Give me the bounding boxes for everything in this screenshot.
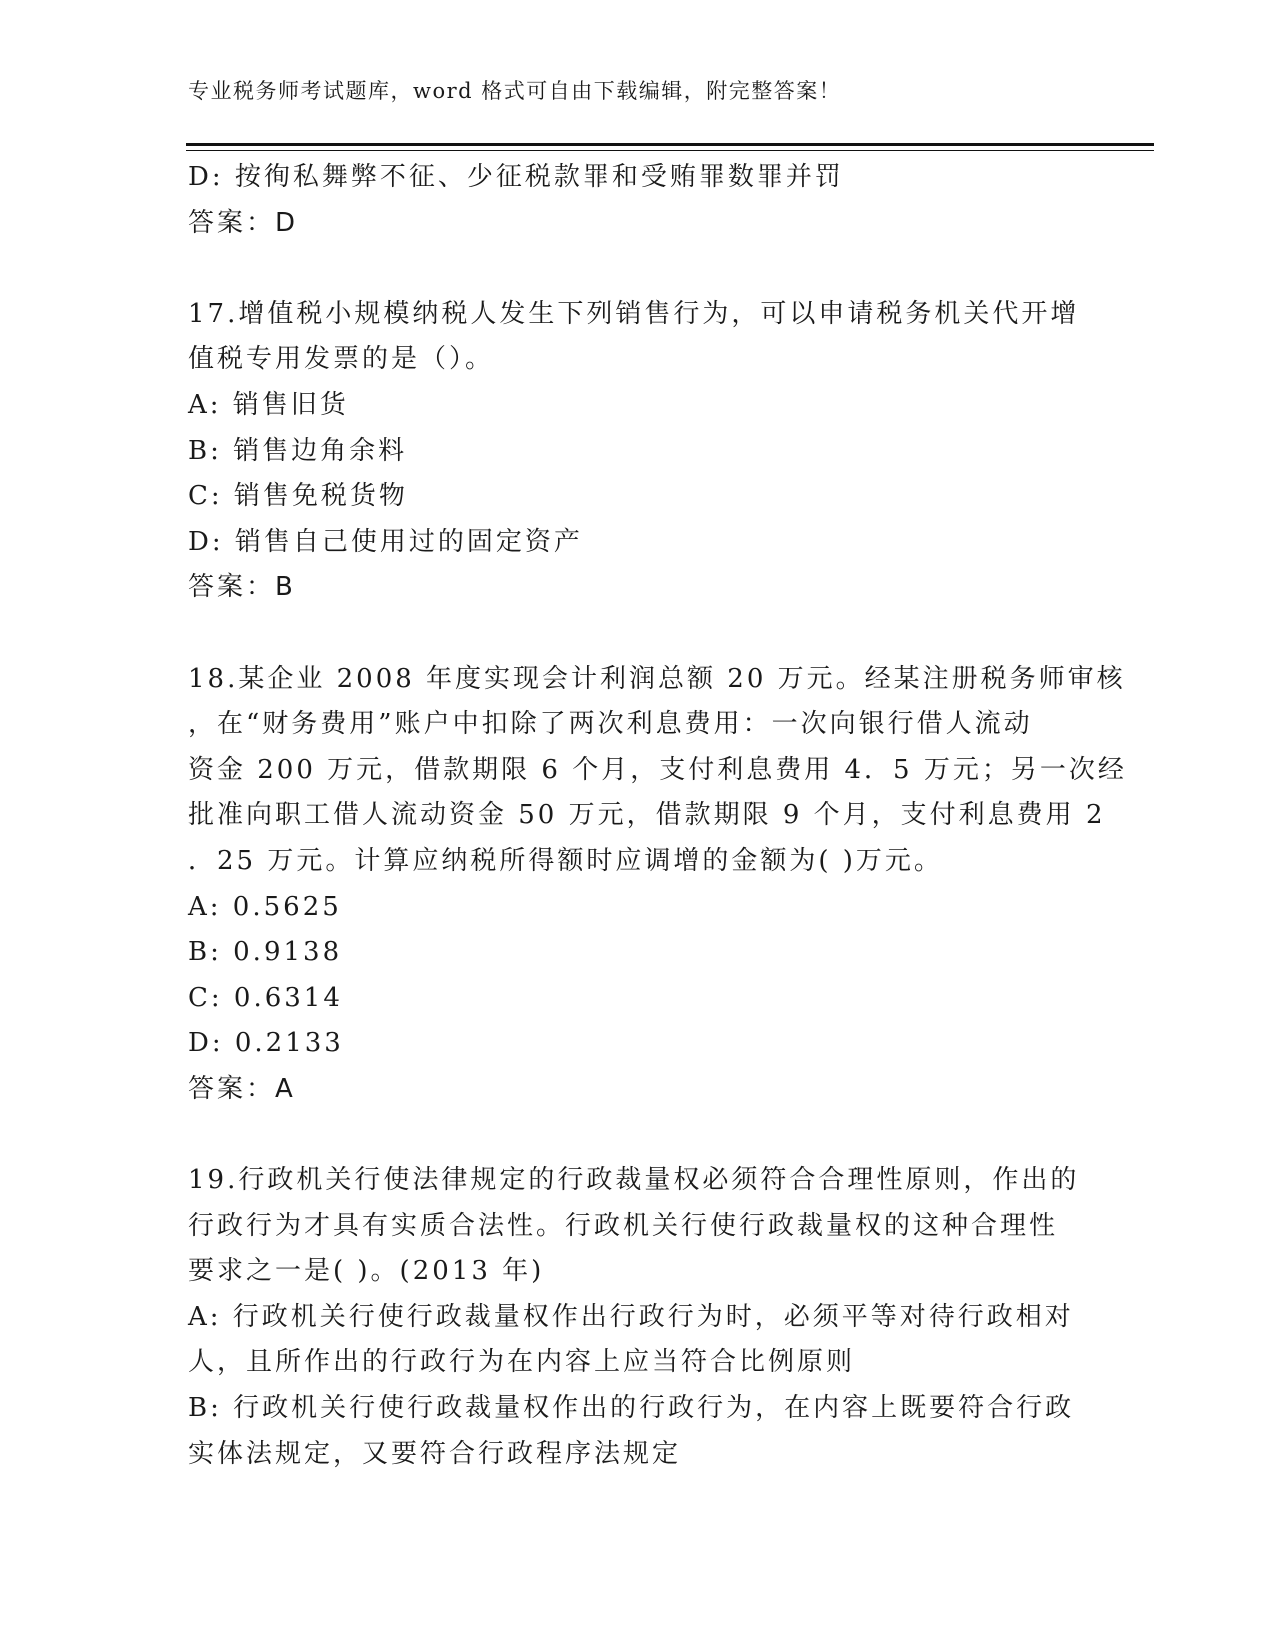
answer: 答案：D <box>188 207 299 238</box>
question-18 <box>188 657 1127 1113</box>
option-d: D: 0.2133 <box>188 1028 344 1059</box>
question-stem-line: 批准向职工借人流动资金 50 万元，借款期限 9 个月，支付利息费用 2 <box>188 800 1106 831</box>
question-17 <box>188 292 1078 611</box>
question-list <box>188 155 1127 1477</box>
page-header: 专业税务师考试题库，word 格式可自由下载编辑，附完整答案！ <box>188 79 842 103</box>
option-c: C: 0.6314 <box>188 982 343 1013</box>
question-stem-line: ，在“财务费用”账户中扣除了两次利息费用：一次向银行借人流动 <box>188 709 1033 740</box>
question-stem-line: 资金 200 万元，借款期限 6 个月，支付利息费用 4．5 万元；另一次经 <box>188 754 1127 785</box>
answer: 答案：A <box>188 1073 296 1104</box>
spacer <box>188 246 1078 292</box>
question-stem-line: 19.行政机关行使法律规定的行政裁量权必须符合合理性原则，作出的 <box>188 1165 1080 1196</box>
option-a-line: A: 行政机关行使行政裁量权作出行政行为时，必须平等对待行政相对 <box>188 1301 1074 1332</box>
option-b-line: 实体法规定，又要符合行政程序法规定 <box>188 1438 682 1469</box>
spacer <box>188 1112 1078 1158</box>
option-c: C: 销售免税货物 <box>188 481 408 512</box>
option-d: D: 销售自己使用过的固定资产 <box>188 526 583 557</box>
header-divider-thick <box>186 143 1154 146</box>
question-stem-line: 行政行为才具有实质合法性。行政机关行使行政裁量权的这种合理性 <box>188 1210 1059 1241</box>
question-16 <box>188 155 1078 246</box>
option-b-line: B: 行政机关行使行政裁量权作出的行政行为，在内容上既要符合行政 <box>188 1393 1075 1424</box>
question-stem-line: 值税专用发票的是（）。 <box>188 344 495 375</box>
question-stem-line: 要求之一是( )。(2013 年) <box>188 1256 545 1287</box>
option-a-line: 人，且所作出的行政行为在内容上应当符合比例原则 <box>188 1347 856 1378</box>
option-a: A: 0.5625 <box>188 891 342 922</box>
option-b: B: 销售边角余料 <box>188 435 408 466</box>
spacer <box>188 611 1078 657</box>
answer: 答案：B <box>188 572 296 603</box>
question-stem-line: 18.某企业 2008 年度实现会计利润总额 20 万元。经某注册税务师审核 <box>188 663 1126 694</box>
question-stem-line: ．25 万元。计算应纳税所得额时应调增的金额为( )万元。 <box>188 845 943 876</box>
question-stem-line: 17.增值税小规模纳税人发生下列销售行为，可以申请税务机关代开增 <box>188 298 1080 329</box>
header-divider-thin <box>186 150 1154 151</box>
option-b: B: 0.9138 <box>188 937 343 968</box>
question-19 <box>188 1158 1078 1477</box>
option-a: A: 销售旧货 <box>188 389 349 420</box>
option-d: D: 按徇私舞弊不征、少征税款罪和受贿罪数罪并罚 <box>188 162 844 192</box>
